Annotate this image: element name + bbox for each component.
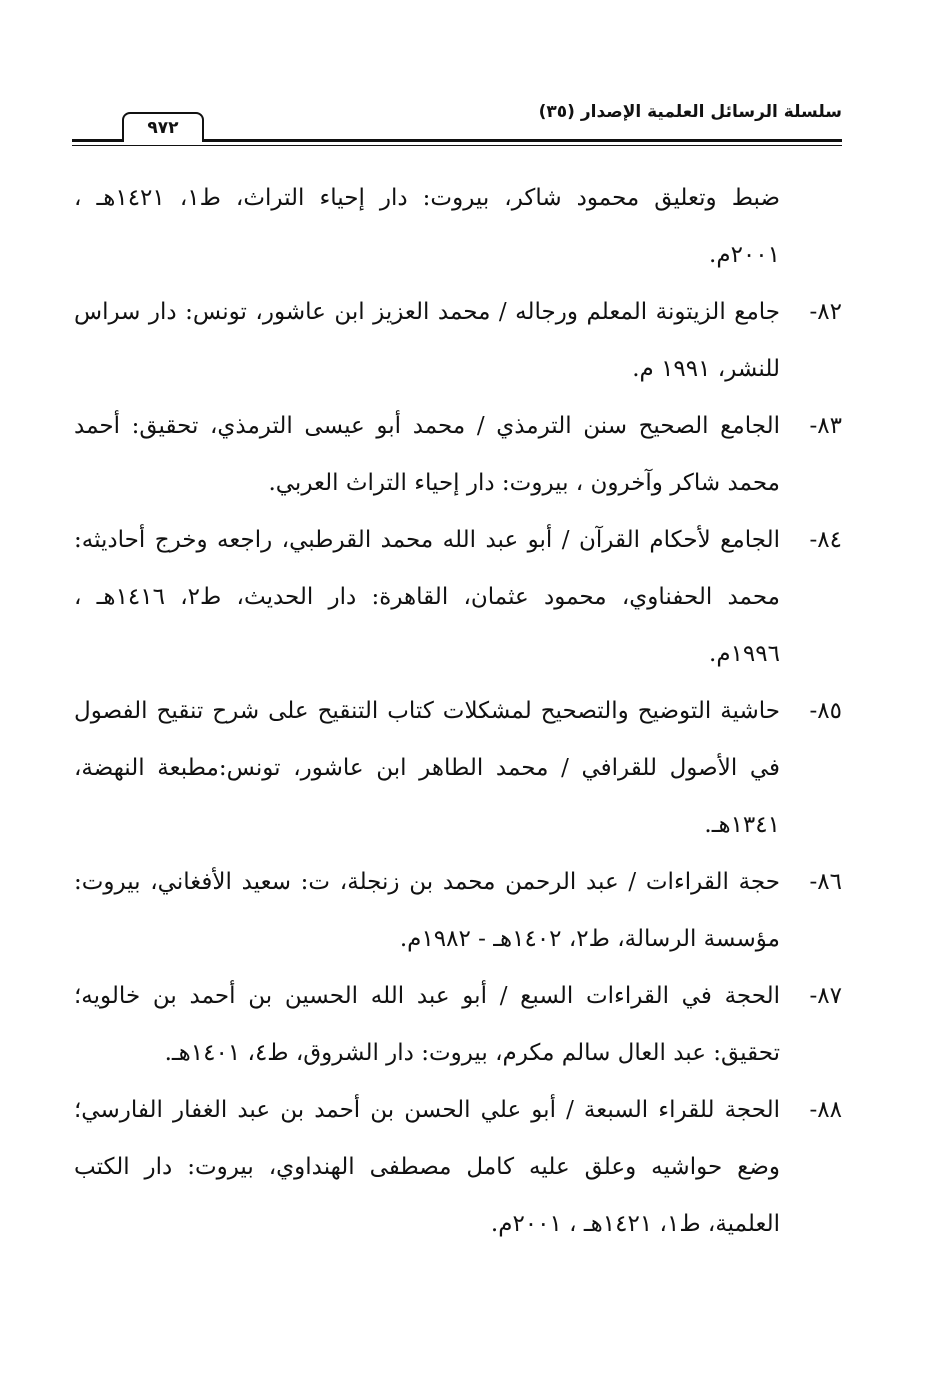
entry-number: ٨٤- bbox=[809, 527, 842, 553]
bibliography-entry-85 bbox=[74, 683, 842, 854]
entry-text: حاشية التوضيح والتصحيح لمشكلات كتاب التنقيح على شرح تنقيح الفصول في الأصول للقرافي / محمد الطاهر ابن عاشور، تونس:مطبعة النهضة، ١٣٤١هـ. bbox=[74, 698, 780, 838]
entry-number: ٨٨- bbox=[809, 1097, 842, 1123]
series-title: سلسلة الرسائل العلمية الإصدار (٣٥) bbox=[538, 102, 842, 122]
entry-number: ٨٥- bbox=[809, 698, 842, 724]
entry-text: الجامع لأحكام القرآن / أبو عبد الله محمد القرطبي، راجعه وخرج أحاديثه: محمد الحفناوي، محمود عثمان، القاهرة: دار الحديث، ط٢، ١٤١٦هـ ، ١٩٩٦م. bbox=[74, 527, 781, 667]
bibliography-entry-84 bbox=[74, 512, 842, 683]
bibliography-entry-83 bbox=[74, 398, 842, 512]
bibliography-entry-86 bbox=[74, 854, 842, 968]
header-rule-thin bbox=[72, 145, 842, 146]
bibliography-entry-87 bbox=[74, 968, 842, 1082]
entry-text: جامع الزيتونة المعلم ورجاله / محمد العزيز ابن عاشور، تونس: دار سراس للنشر، ١٩٩١ م. bbox=[74, 299, 780, 382]
entry-number: ٨٣- bbox=[809, 413, 842, 439]
entry-text: الجامع الصحيح سنن الترمذي / محمد أبو عيسى الترمذي، تحقيق: أحمد محمد شاكر وآخرون ، بيروت: دار إحياء التراث العربي. bbox=[74, 413, 780, 496]
entry-number: ٨٢- bbox=[809, 299, 842, 325]
entry-number: ٨٦- bbox=[809, 869, 842, 895]
continuation-paragraph: ضبط وتعليق محمود شاكر، بيروت: دار إحياء التراث، ط١، ١٤٢١هـ ، ٢٠٠١م. bbox=[74, 185, 780, 268]
entry-text: حجة القراءات / عبد الرحمن محمد بن زنجلة، ت: سعيد الأفغاني، بيروت: مؤسسة الرسالة، ط٢، ١٤٠٢هـ - ١٩٨٢م. bbox=[74, 869, 780, 952]
bibliography-list bbox=[74, 170, 842, 1253]
entry-number: ٨٧- bbox=[809, 983, 842, 1009]
page-number: ٩٧٢ bbox=[122, 112, 204, 142]
bibliography-entry-88 bbox=[74, 1082, 842, 1253]
entry-text: الحجة للقراء السبعة / أبو علي الحسن بن أحمد بن عبد الغفار الفارسي؛ وضع حواشيه وعلق عليه كامل مصطفى الهنداوي، بيروت: دار الكتب العلمية، ط١، ١٤٢١هـ ، ٢٠٠١م. bbox=[74, 1097, 780, 1237]
entry-text: الحجة في القراءات السبع / أبو عبد الله الحسين بن أحمد بن خالويه؛ تحقيق: عبد العال سالم مكرم، بيروت: دار الشروق، ط٤، ١٤٠١هـ. bbox=[74, 983, 780, 1066]
page-header bbox=[72, 96, 842, 152]
bibliography-entry-82 bbox=[74, 284, 842, 398]
